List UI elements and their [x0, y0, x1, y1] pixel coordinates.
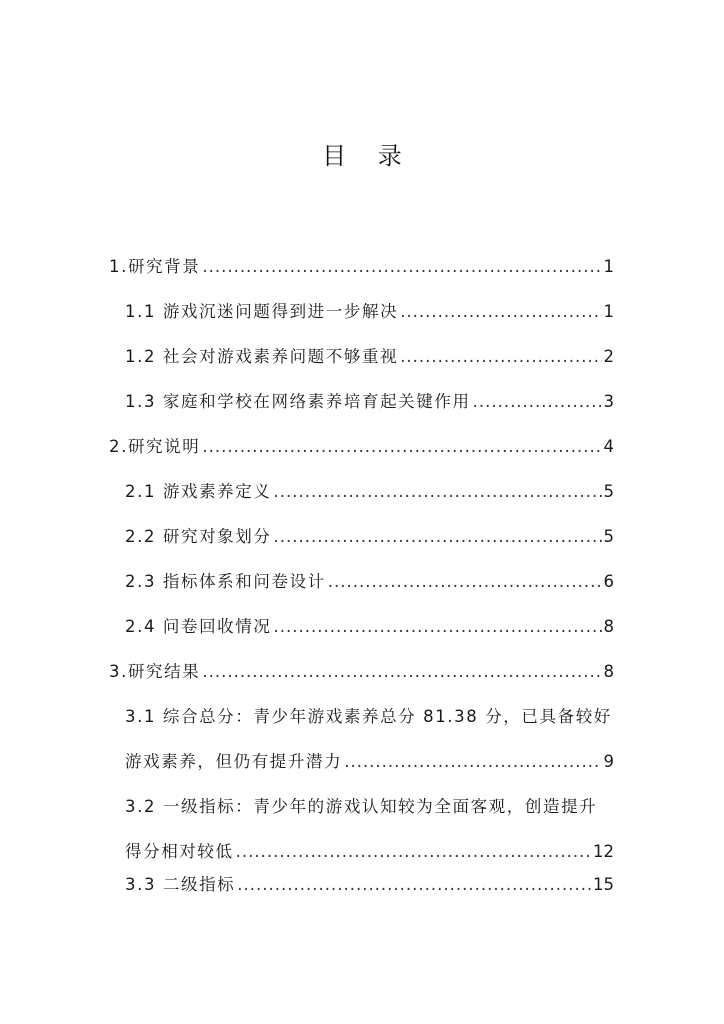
toc-page-number: 4	[603, 437, 614, 456]
toc-leader-dots	[274, 616, 602, 638]
toc-leader-dots	[202, 436, 601, 458]
toc-entry[interactable]	[125, 616, 614, 638]
toc-leader-dots	[274, 526, 602, 548]
toc-leader-dots	[400, 301, 601, 323]
toc-entry[interactable]	[125, 301, 614, 323]
toc-entry-title: 2.1 游戏素养定义	[125, 482, 272, 501]
toc-page-number: 1	[603, 257, 614, 276]
toc-entry-title: 2.4 问卷回收情况	[125, 617, 272, 636]
toc-entry-title: 2.2 研究对象划分	[125, 527, 272, 546]
toc-page-number: 12	[593, 842, 614, 861]
toc-entry[interactable]	[125, 796, 614, 863]
toc-entry-title: 2.研究说明	[109, 437, 201, 456]
toc-entry-title: 1.2 社会对游戏素养问题不够重视	[125, 347, 399, 366]
toc-entry-title: 2.3 指标体系和问卷设计	[125, 572, 326, 591]
toc-leader-dots	[202, 661, 601, 683]
toc-entry[interactable]	[109, 256, 614, 278]
toc-leader-dots	[344, 751, 601, 773]
toc-entry[interactable]	[109, 436, 614, 458]
toc-leader-dots	[202, 256, 601, 278]
toc-page-number: 3	[603, 392, 614, 411]
toc-page-number: 6	[603, 572, 614, 591]
toc-page-number: 15	[593, 875, 614, 894]
toc-page-number: 5	[603, 527, 614, 546]
toc-entry-title: 3.研究结果	[109, 662, 201, 681]
toc-entry[interactable]	[125, 874, 614, 896]
toc-entry[interactable]	[125, 481, 614, 503]
toc-entry-title: 1.3 家庭和学校在网络素养培育起关键作用	[125, 392, 471, 411]
toc-entry[interactable]	[125, 346, 614, 368]
toc-entry-title: 1.1 游戏沉迷问题得到进一步解决	[125, 302, 399, 321]
toc-page-number: 1	[603, 302, 614, 321]
toc-leader-dots	[400, 346, 601, 368]
toc-page-number: 9	[603, 752, 614, 771]
toc-entry[interactable]	[125, 391, 614, 413]
page-title: 目 录	[322, 142, 414, 170]
toc-leader-dots	[473, 391, 602, 413]
toc-leader-dots	[237, 874, 591, 896]
toc-page-number: 2	[603, 347, 614, 366]
toc-entry[interactable]	[125, 571, 614, 593]
toc-entry-title-line1: 3.2 一级指标：青少年的游戏认知较为全面客观，创造提升	[125, 797, 598, 816]
toc-entry-title-line1: 3.1 综合总分：青少年游戏素养总分 81.38 分，已具备较好	[125, 707, 612, 726]
toc-leader-dots	[328, 571, 602, 593]
toc-page-number: 8	[603, 662, 614, 681]
toc-leader-dots	[236, 841, 591, 863]
toc-page-number: 5	[603, 482, 614, 501]
toc-entry[interactable]	[125, 706, 614, 773]
toc-entry-title-line2: 得分相对较低	[125, 842, 234, 861]
toc-page-number: 8	[603, 617, 614, 636]
toc-entry-title: 1.研究背景	[109, 257, 201, 276]
toc-entry-title-line2: 游戏素养，但仍有提升潜力	[125, 752, 343, 771]
toc-entry[interactable]	[109, 661, 614, 683]
toc-leader-dots	[274, 481, 602, 503]
toc-entry-title: 3.3 二级指标	[125, 875, 236, 894]
toc-entry[interactable]	[125, 526, 614, 548]
